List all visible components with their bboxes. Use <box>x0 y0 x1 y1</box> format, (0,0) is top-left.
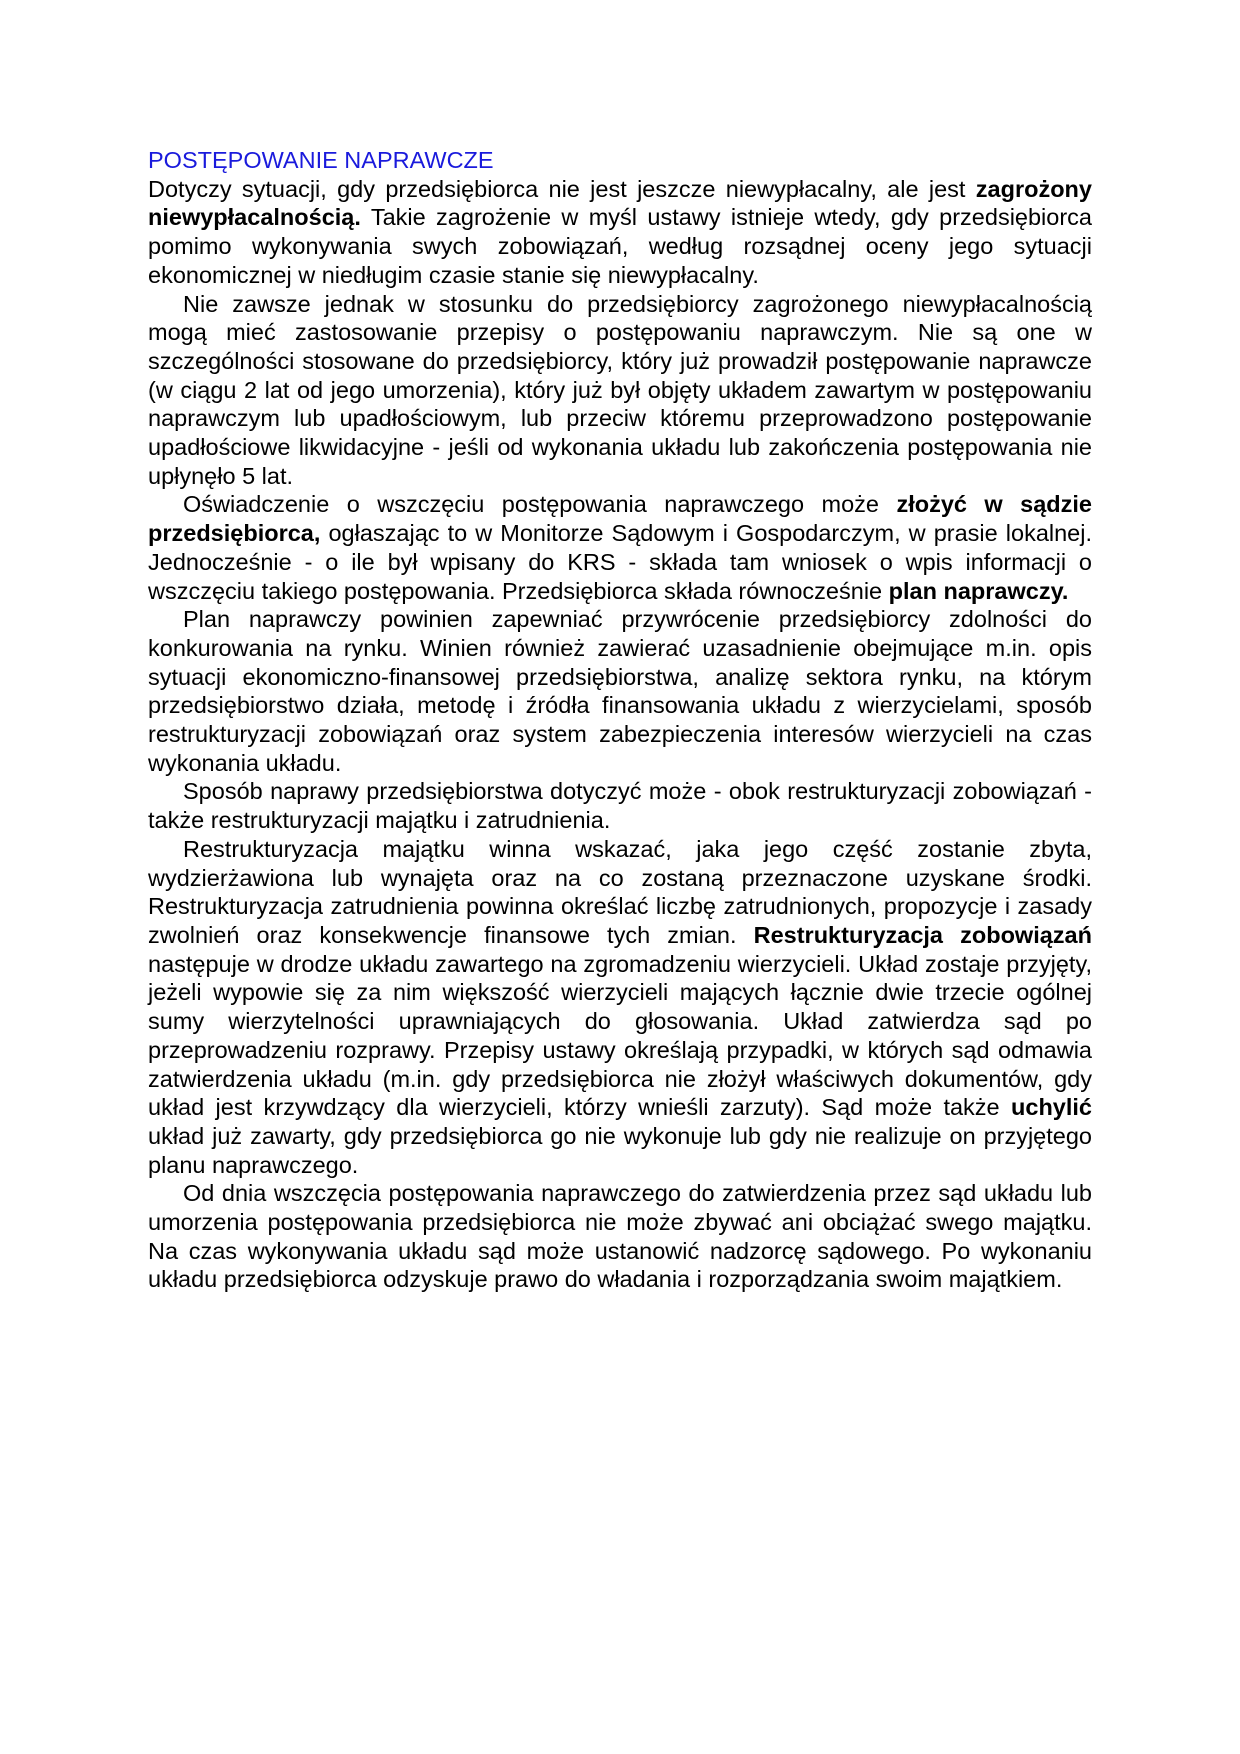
paragraph <box>148 605 1092 777</box>
text-run: Sposób naprawy przedsiębiorstwa dotyczyć może - obok restrukturyzacji zobowiązań - także restrukturyzacji majątku i zatrudnienia. <box>148 778 1092 834</box>
document-page <box>148 146 1092 1294</box>
bold-term: uchylić <box>1011 1094 1092 1121</box>
paragraph <box>148 490 1092 605</box>
document-title: POSTĘPOWANIE NAPRAWCZE <box>148 147 494 173</box>
text-run: Dotyczy sytuacji, gdy przedsiębiorca nie jest jeszcze niewypłacalny, ale jest <box>148 175 976 202</box>
text-run: Oświadczenie o wszczęciu postępowania naprawczego może <box>183 491 897 518</box>
bold-term: złożyć w sądzie przedsiębiorca, <box>148 491 1092 547</box>
text-run: Od dnia wszczęcia postępowania naprawczego do zatwierdzenia przez sąd układu lub umorzenia postępowania przedsiębiorca nie może zbywać ani obciążać swego majątku. Na czas wykonywania układu sąd może ustanowić nadzorcę sądowego. Po wykonaniu układu przedsiębiorca odzyskuje prawo do władania i rozporządzania swoim majątkiem. <box>148 1180 1092 1293</box>
paragraph <box>148 777 1092 834</box>
paragraph <box>148 1179 1092 1294</box>
text-run: Restrukturyzacja majątku winna wskazać, jaka jego część zostanie zbyta, wydzierżawiona lub wynajęta oraz na co zostaną przeznaczone uzyskane środki. Restrukturyzacja zatrudnienia powinna określać liczbę zatrudnionych, propozycje i zasady zwolnień oraz konsekwencje finansowe tych zmian. <box>148 835 1092 948</box>
paragraph <box>148 175 1092 290</box>
bold-term: plan naprawczy. <box>888 577 1069 604</box>
text-run: układ już zawarty, gdy przedsiębiorca go nie wykonuje lub gdy nie realizuje on przyjętego planu naprawczego. <box>148 1122 1092 1178</box>
text-run: Plan naprawczy powinien zapewniać przywrócenie przedsiębiorcy zdolności do konkurowania na rynku. Winien również zawierać uzasadnienie obejmujące m.in. opis sytuacji ekonomiczno-finansowej przedsiębiorstwa, analizę sektora rynku, na którym przedsiębiorstwo działa, metodę i źródła finansowania układu z wierzycielami, sposób restrukturyzacji zobowiązań oraz system zabezpieczenia interesów wierzycieli na czas wykonania układu. <box>148 606 1092 776</box>
bold-term: zagrożony niewypłacalnością. <box>148 175 1092 231</box>
text-run: Nie zawsze jednak w stosunku do przedsiębiorcy zagrożonego niewypłacalnością mogą mieć zastosowanie przepisy o postępowaniu naprawczym. Nie są one w szczególności stosowane do przedsiębiorcy, który już prowadził postępowanie naprawcze (w ciągu 2 lat od jego umorzenia), który już był objęty układem zawartym w postępowaniu naprawczym lub upadłościowym, lub przeciw któremu przeprowadzono postępowanie upadłościowe likwidacyjne - jeśli od wykonania układu lub zakończenia postępowania nie upłynęło 5 lat. <box>148 290 1092 489</box>
document-body <box>148 175 1092 1294</box>
paragraph <box>148 835 1092 1179</box>
text-run: ogłaszając to w Monitorze Sądowym i Gospodarczym, w prasie lokalnej. Jednocześnie - o ile był wpisany do KRS - składa tam wniosek o wpis informacji o wszczęciu takiego postępowania. Przedsiębiorca składa równocześnie <box>148 520 1092 604</box>
text-run: następuje w drodze układu zawartego na zgromadzeniu wierzycieli. Układ zostaje przyjęty, jeżeli wypowie się za nim większość wierzycieli mających łącznie dwie trzecie ogólnej sumy wierzytelności uprawniających do głosowania. Układ zatwierdza sąd po przeprowadzeniu rozprawy. Przepisy ustawy określają przypadki, w których sąd odmawia zatwierdzenia układu (m.in. gdy przedsiębiorca nie złożył właściwych dokumentów, gdy układ jest krzywdzący dla wierzycieli, którzy wnieśli zarzuty). Sąd może także <box>148 950 1092 1121</box>
paragraph <box>148 290 1092 491</box>
bold-term: Restrukturyzacja zobowiązań <box>753 921 1092 948</box>
text-run: Takie zagrożenie w myśl ustawy istnieje wtedy, gdy przedsiębiorca pomimo wykonywania swych zobowiązań, według rozsądnej oceny jego sytuacji ekonomicznej w niedługim czasie stanie się niewypłacalny. <box>148 204 1092 288</box>
